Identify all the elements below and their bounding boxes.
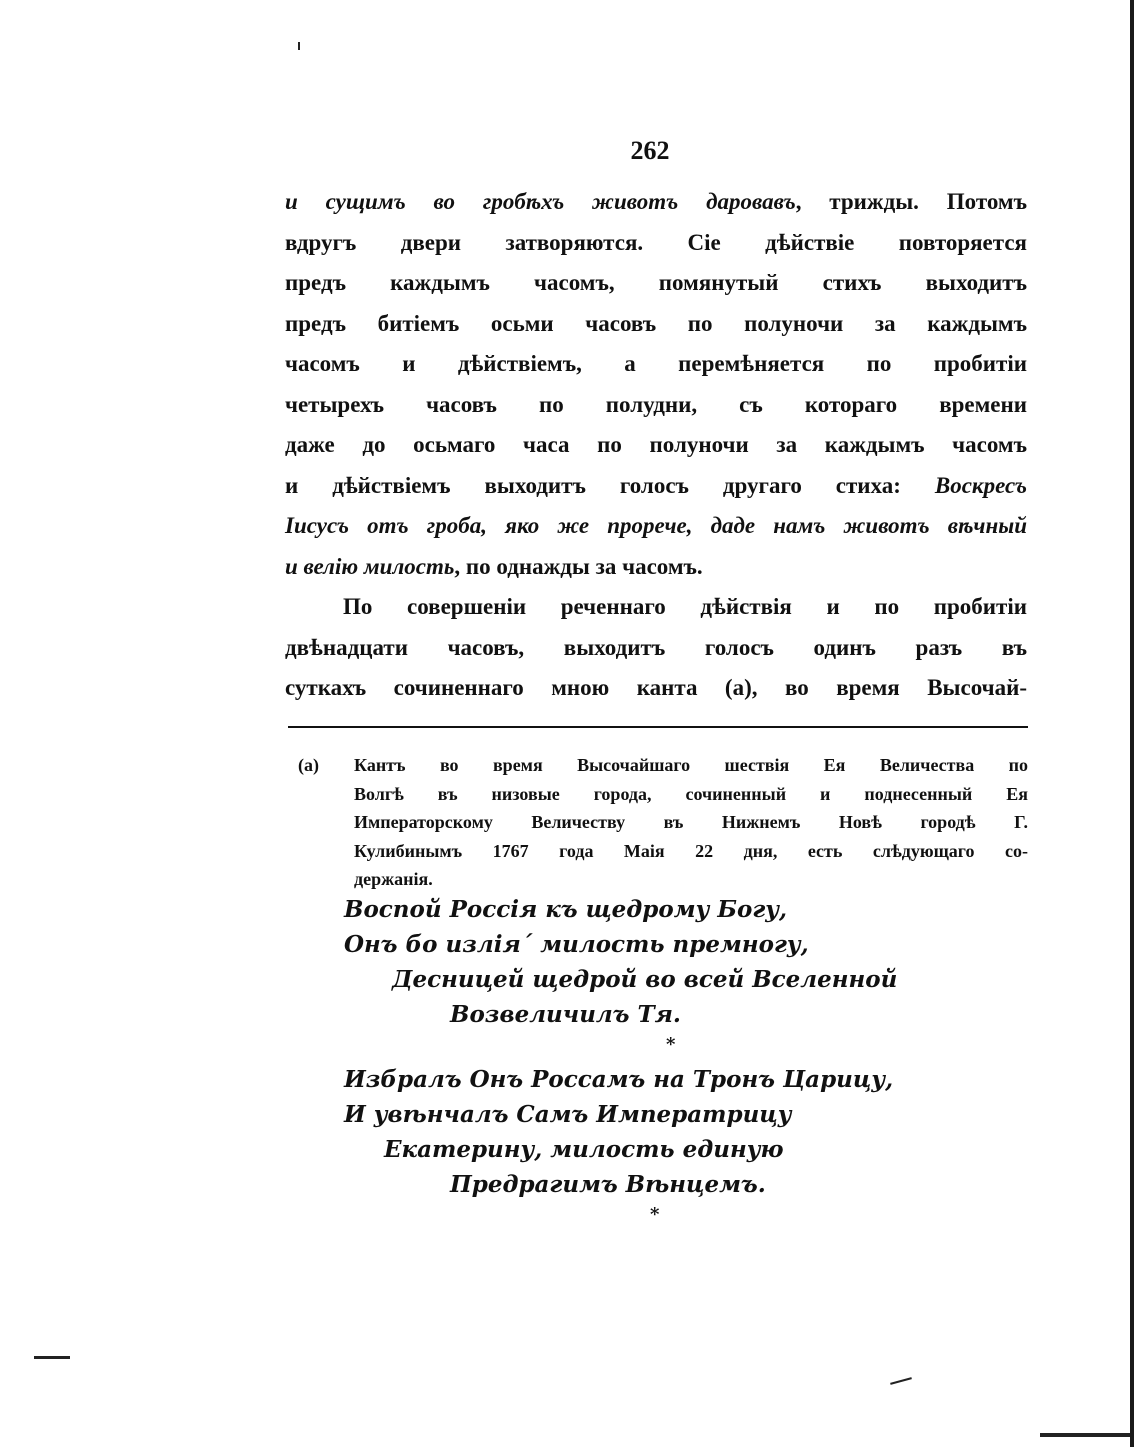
poem-line-1: Воспой Россія къ щедрому Богу, [344,896,788,923]
text-run: , трижды. Потомъ [795,189,1027,214]
footnote-line-3: Императорскому Величеству въ Нижнемъ Новѣ городѣ Г. [354,812,1028,832]
footnote-line-5: держанія. [354,869,433,889]
text-line-12: двѣнадцати часовъ, выходитъ голосъ одинъ разъ въ [285,634,1027,660]
footnote-divider [288,726,1028,728]
footnote [298,751,1028,894]
text-line-6: четырехъ часовъ по полудни, съ котораго времени [285,391,1027,417]
poem-line-4: Возвеличилъ Тя. [450,1001,681,1028]
text-line-4: предъ битіемъ осьми часовъ по полуночи за каждымъ [285,310,1027,336]
text-line-9: Іисусъ отъ гроба, яко же прорече, даде намъ животъ вѣчный [285,513,1027,538]
text-line-5: часомъ и дѣйствіемъ, а перемѣняется по пробитіи [285,351,1027,376]
scan-speck [34,1356,70,1359]
text-line-10 [285,547,1027,588]
scan-speck [890,1377,912,1385]
scan-speck [298,42,300,50]
poem-line-3: Десницей щедрой во всей Вселенной [392,966,898,993]
text-line-2: вдругъ двери затворяются. Сіе дѣйствіе повторяется [285,229,1027,255]
scan-edge [1130,0,1134,1447]
text-line-1 [285,182,1027,223]
text-run: , по однажды за часомъ. [454,553,703,579]
poem-line-6: И увѣнчалъ Самъ Императрицу [344,1101,792,1128]
text-line-13: суткахъ сочиненнаго мною канта (а), во время Высочай- [285,675,1027,700]
stanza-separator-star: * [650,1204,660,1225]
footnote-text: Кантъ во время Высочайшаго шествія Ея Величества по [354,755,1028,775]
stanza-separator-star: * [666,1034,676,1055]
text-line-8 [285,466,1027,507]
poem-line-5: Избралъ Онъ Россамъ на Тронъ Царицу, [344,1066,894,1093]
footnote-line-1 [298,751,1028,780]
poem-line-2: Онъ бо изліяˊ милость премногу, [344,931,809,958]
text-line-11: По совершеніи реченнаго дѣйствія и по пробитіи [343,594,1027,619]
main-text [285,182,1027,709]
text-run: и дѣйствіемъ выходитъ голосъ другаго стиха: [285,472,901,498]
page-number: 262 [630,136,670,165]
poem-line-8: Предрагимъ Вѣнцемъ. [450,1171,766,1198]
text-line-3: предъ каждымъ часомъ, помянутый стихъ выходитъ [285,270,1027,295]
italic-phrase: и сущимъ во гробѣхъ животъ даровавъ [285,189,796,214]
scan-speck [1040,1433,1130,1437]
italic-phrase: Воскресъ [900,472,1027,498]
text-line-7: даже до осьмаго часа по полуночи за каждымъ часомъ [285,432,1027,457]
footnote-marker: (а) [298,755,319,775]
footnote-line-4: Кулибинымъ 1767 года Маія 22 дня, есть слѣдующаго со- [354,840,1028,861]
footnote-line-2: Волгѣ въ низовые города, сочиненный и поднесенный Ея [354,783,1028,804]
italic-phrase: и велію милость [285,553,455,579]
poem-line-7: Екатерину, милость единую [384,1136,784,1163]
